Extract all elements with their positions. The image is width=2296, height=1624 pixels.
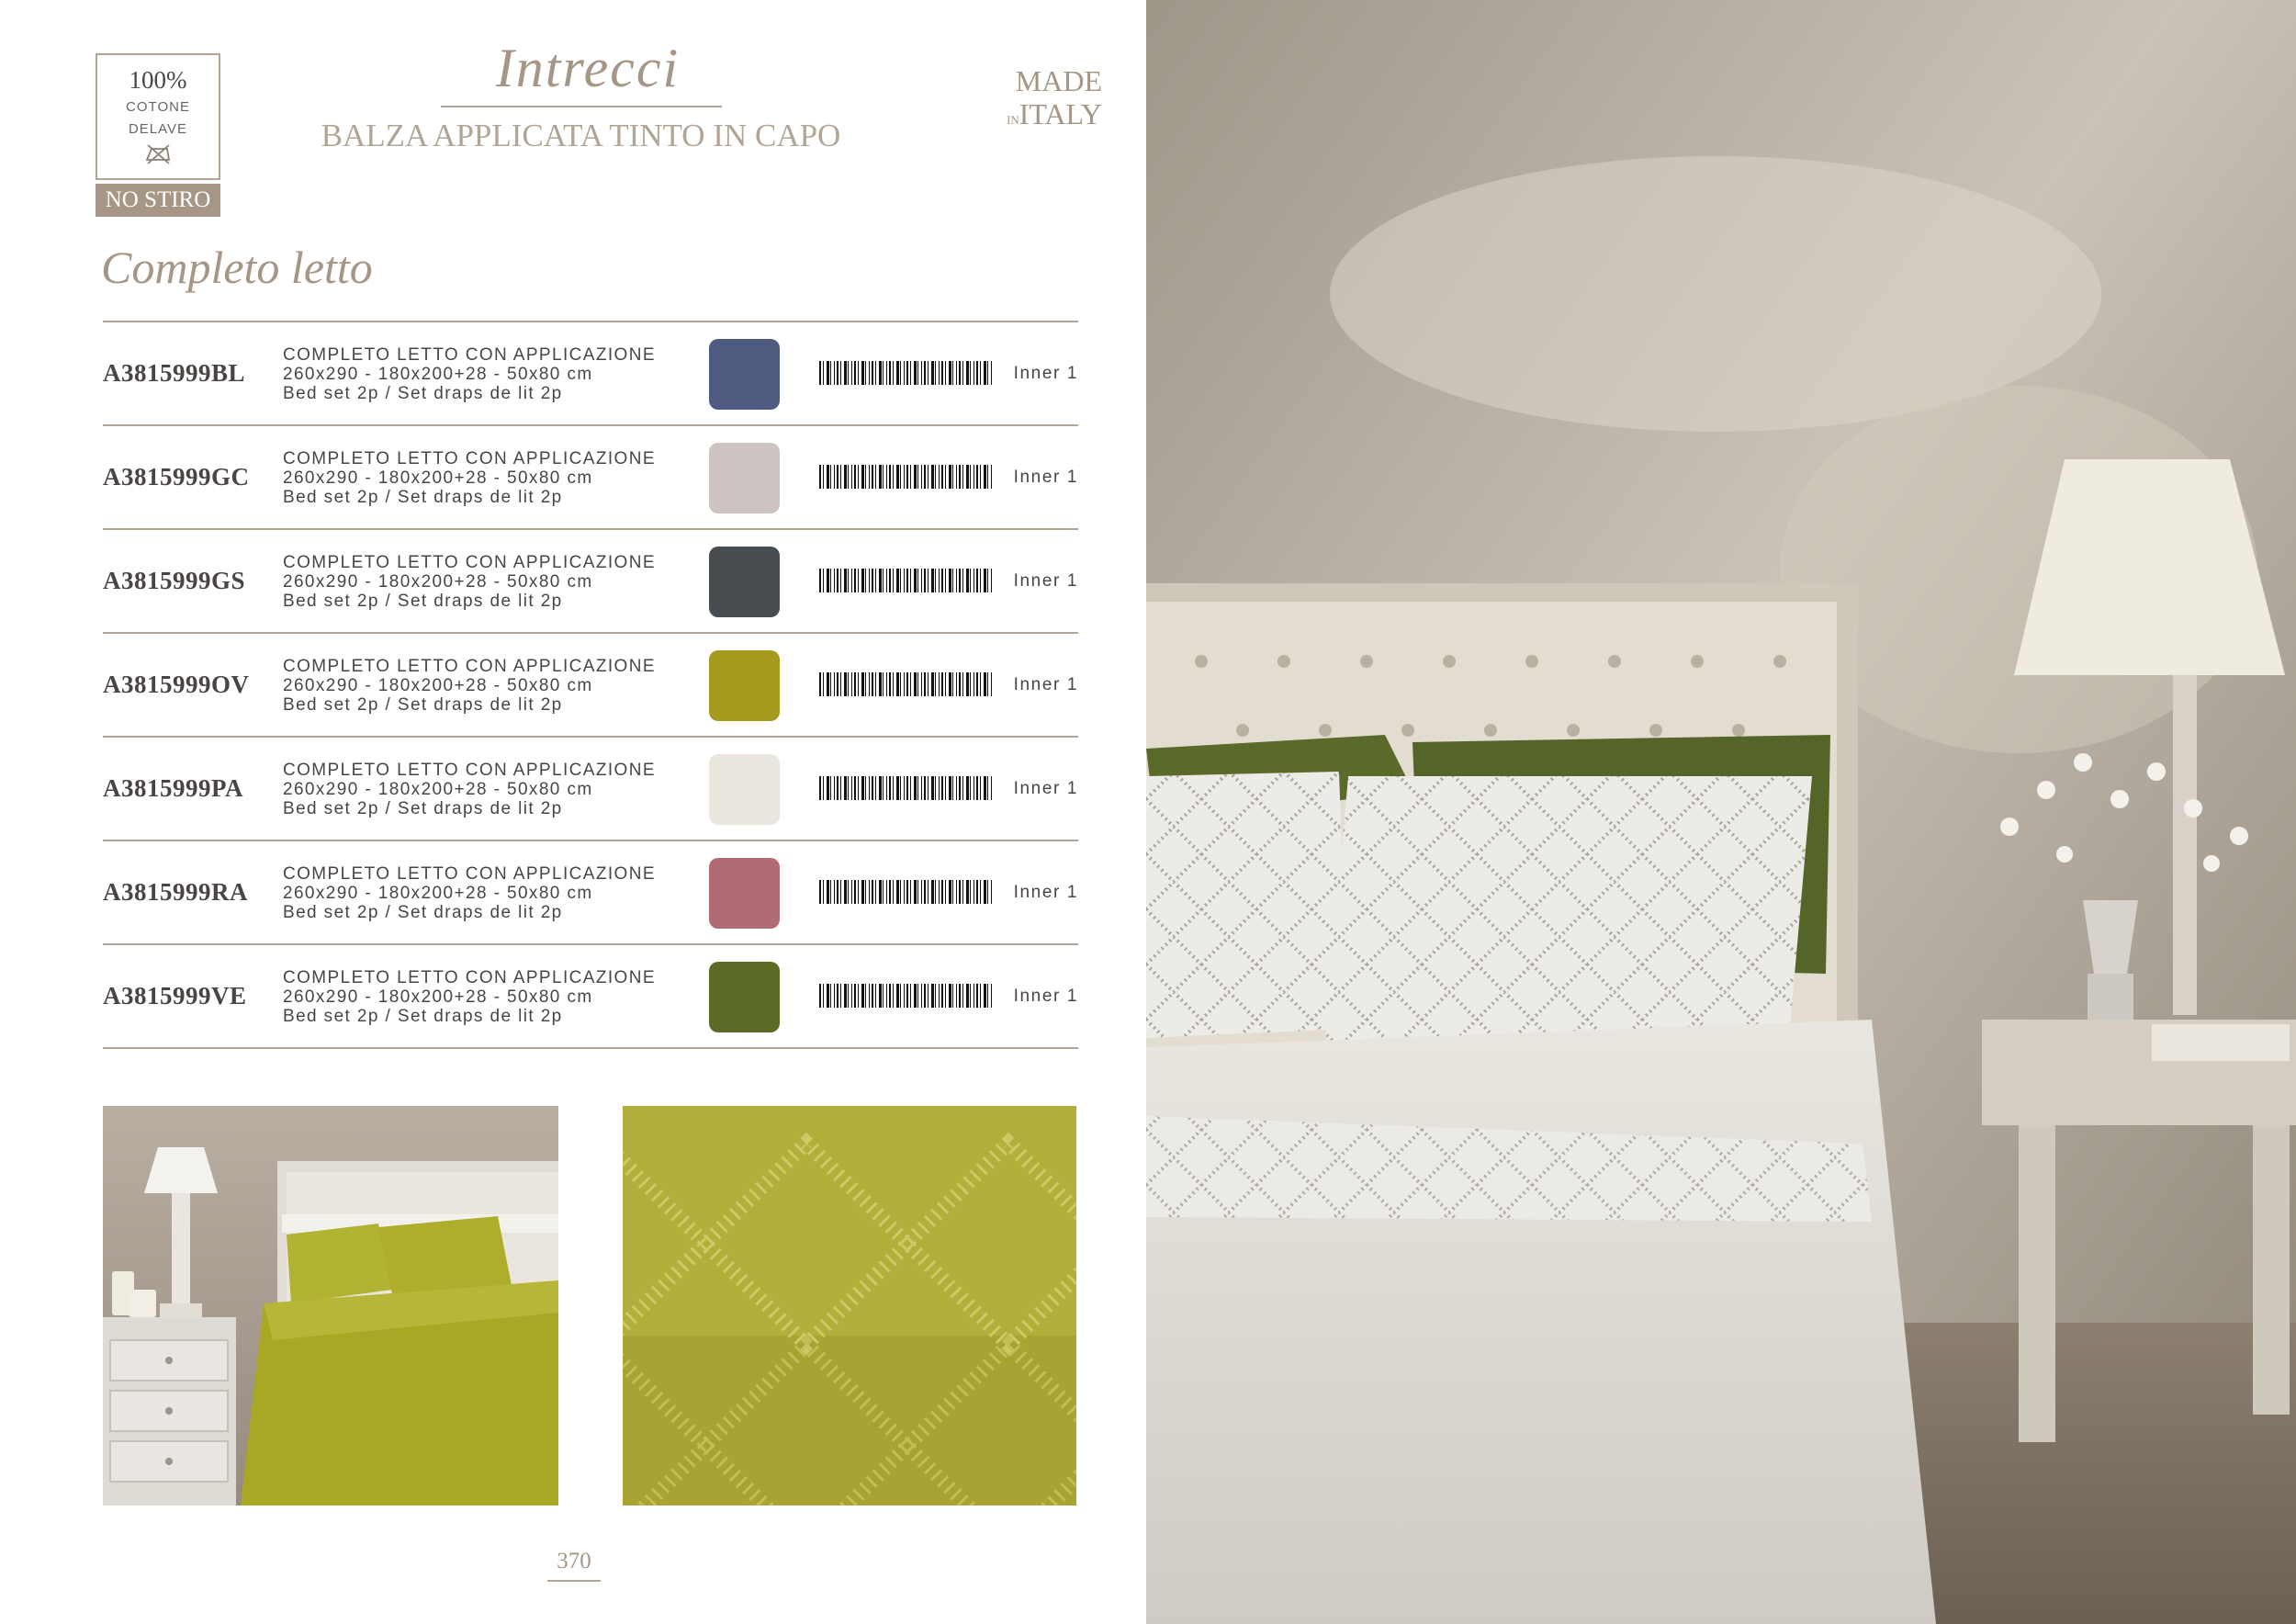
- page-number-rule: [547, 1580, 601, 1582]
- section-title: Completo letto: [101, 242, 373, 293]
- barcode: [819, 672, 994, 696]
- product-code: A3815999OV: [103, 671, 250, 698]
- page-number: 370: [557, 1549, 591, 1573]
- translation-line: Bed set 2p / Set draps de lit 2p: [283, 799, 563, 818]
- translation-line: Bed set 2p / Set draps de lit 2p: [283, 384, 563, 403]
- size-line: 260x290 - 180x200+28 - 50x80 cm: [283, 468, 593, 488]
- made-in-italy-mark: [974, 64, 1102, 137]
- translation-line: Bed set 2p / Set draps de lit 2p: [283, 488, 563, 507]
- size-line: 260x290 - 180x200+28 - 50x80 cm: [283, 780, 593, 799]
- barcode: [819, 880, 994, 904]
- product-description: [283, 864, 687, 922]
- translation-line: Bed set 2p / Set draps de lit 2p: [283, 695, 563, 715]
- size-line: 260x290 - 180x200+28 - 50x80 cm: [283, 365, 593, 384]
- color-swatch: [709, 547, 780, 617]
- barcode: [819, 984, 994, 1008]
- color-swatch: [709, 443, 780, 513]
- color-swatch: [709, 339, 780, 410]
- product-code: A3815999GC: [103, 463, 250, 491]
- product-code: A3815999RA: [103, 878, 248, 906]
- size-line: 260x290 - 180x200+28 - 50x80 cm: [283, 884, 593, 903]
- fabric-detail-photo: [623, 1106, 1076, 1506]
- barcode: [819, 776, 994, 800]
- badge-delave-label: DELAVE: [128, 121, 188, 137]
- bedroom-hero-photo: [1146, 0, 2296, 1624]
- color-swatch: [709, 858, 780, 929]
- in-label: IN: [1007, 113, 1019, 127]
- color-swatch: [709, 754, 780, 825]
- barcode: [819, 361, 994, 385]
- description-line: COMPLETO LETTO CON APPLICAZIONE: [283, 449, 656, 468]
- size-line: 260x290 - 180x200+28 - 50x80 cm: [283, 676, 593, 695]
- translation-line: Bed set 2p / Set draps de lit 2p: [283, 592, 563, 611]
- cotton-percent: 100%: [129, 66, 187, 94]
- translation-line: Bed set 2p / Set draps de lit 2p: [283, 903, 563, 922]
- barcode: [819, 465, 994, 489]
- bedroom-thumbnail-photo: [103, 1106, 558, 1506]
- cotton-badge: [96, 53, 220, 180]
- table-row: [103, 426, 1078, 530]
- product-description: [283, 553, 687, 611]
- table-row: [103, 634, 1078, 738]
- table-row: [103, 530, 1078, 634]
- no-iron-icon: [144, 141, 172, 165]
- packaging-label: Inner 1: [1013, 987, 1078, 1006]
- description-line: COMPLETO LETTO CON APPLICAZIONE: [283, 761, 656, 780]
- table-row: [103, 738, 1078, 841]
- table-row: [103, 322, 1078, 426]
- product-description: [283, 449, 687, 507]
- italy-label: ITALY: [1019, 97, 1102, 130]
- product-description: [283, 657, 687, 715]
- table-row: [103, 945, 1078, 1049]
- made-label: MADE: [1015, 64, 1102, 97]
- color-swatch: [709, 962, 780, 1032]
- color-swatch: [709, 650, 780, 721]
- product-description: [283, 761, 687, 818]
- description-line: COMPLETO LETTO CON APPLICAZIONE: [283, 345, 656, 365]
- translation-line: Bed set 2p / Set draps de lit 2p: [283, 1007, 563, 1026]
- collection-subtitle: BALZA APPLICATA TINTO IN CAPO: [321, 118, 841, 153]
- description-line: COMPLETO LETTO CON APPLICAZIONE: [283, 657, 656, 676]
- size-line: 260x290 - 180x200+28 - 50x80 cm: [283, 987, 593, 1007]
- packaging-label: Inner 1: [1013, 675, 1078, 694]
- collection-title: Intrecci: [495, 38, 681, 98]
- no-stiro-label: NO STIRO: [96, 184, 220, 217]
- packaging-label: Inner 1: [1013, 883, 1078, 902]
- title-divider: [441, 106, 722, 107]
- description-line: COMPLETO LETTO CON APPLICAZIONE: [283, 553, 656, 572]
- table-row: [103, 841, 1078, 945]
- packaging-label: Inner 1: [1013, 468, 1078, 487]
- product-code: A3815999GS: [103, 567, 246, 594]
- product-description: [283, 345, 687, 403]
- packaging-label: Inner 1: [1013, 779, 1078, 798]
- catalog-left-page: [0, 0, 1146, 1624]
- product-code: A3815999PA: [103, 774, 243, 802]
- packaging-label: Inner 1: [1013, 571, 1078, 591]
- description-line: COMPLETO LETTO CON APPLICAZIONE: [283, 864, 656, 884]
- badge-cotone-label: COTONE: [126, 99, 190, 115]
- product-description: [283, 968, 687, 1026]
- size-line: 260x290 - 180x200+28 - 50x80 cm: [283, 572, 593, 592]
- barcode: [819, 569, 994, 592]
- product-table: [103, 321, 1078, 1049]
- product-code: A3815999VE: [103, 982, 247, 1009]
- packaging-label: Inner 1: [1013, 364, 1078, 383]
- description-line: COMPLETO LETTO CON APPLICAZIONE: [283, 968, 656, 987]
- product-code: A3815999BL: [103, 359, 246, 387]
